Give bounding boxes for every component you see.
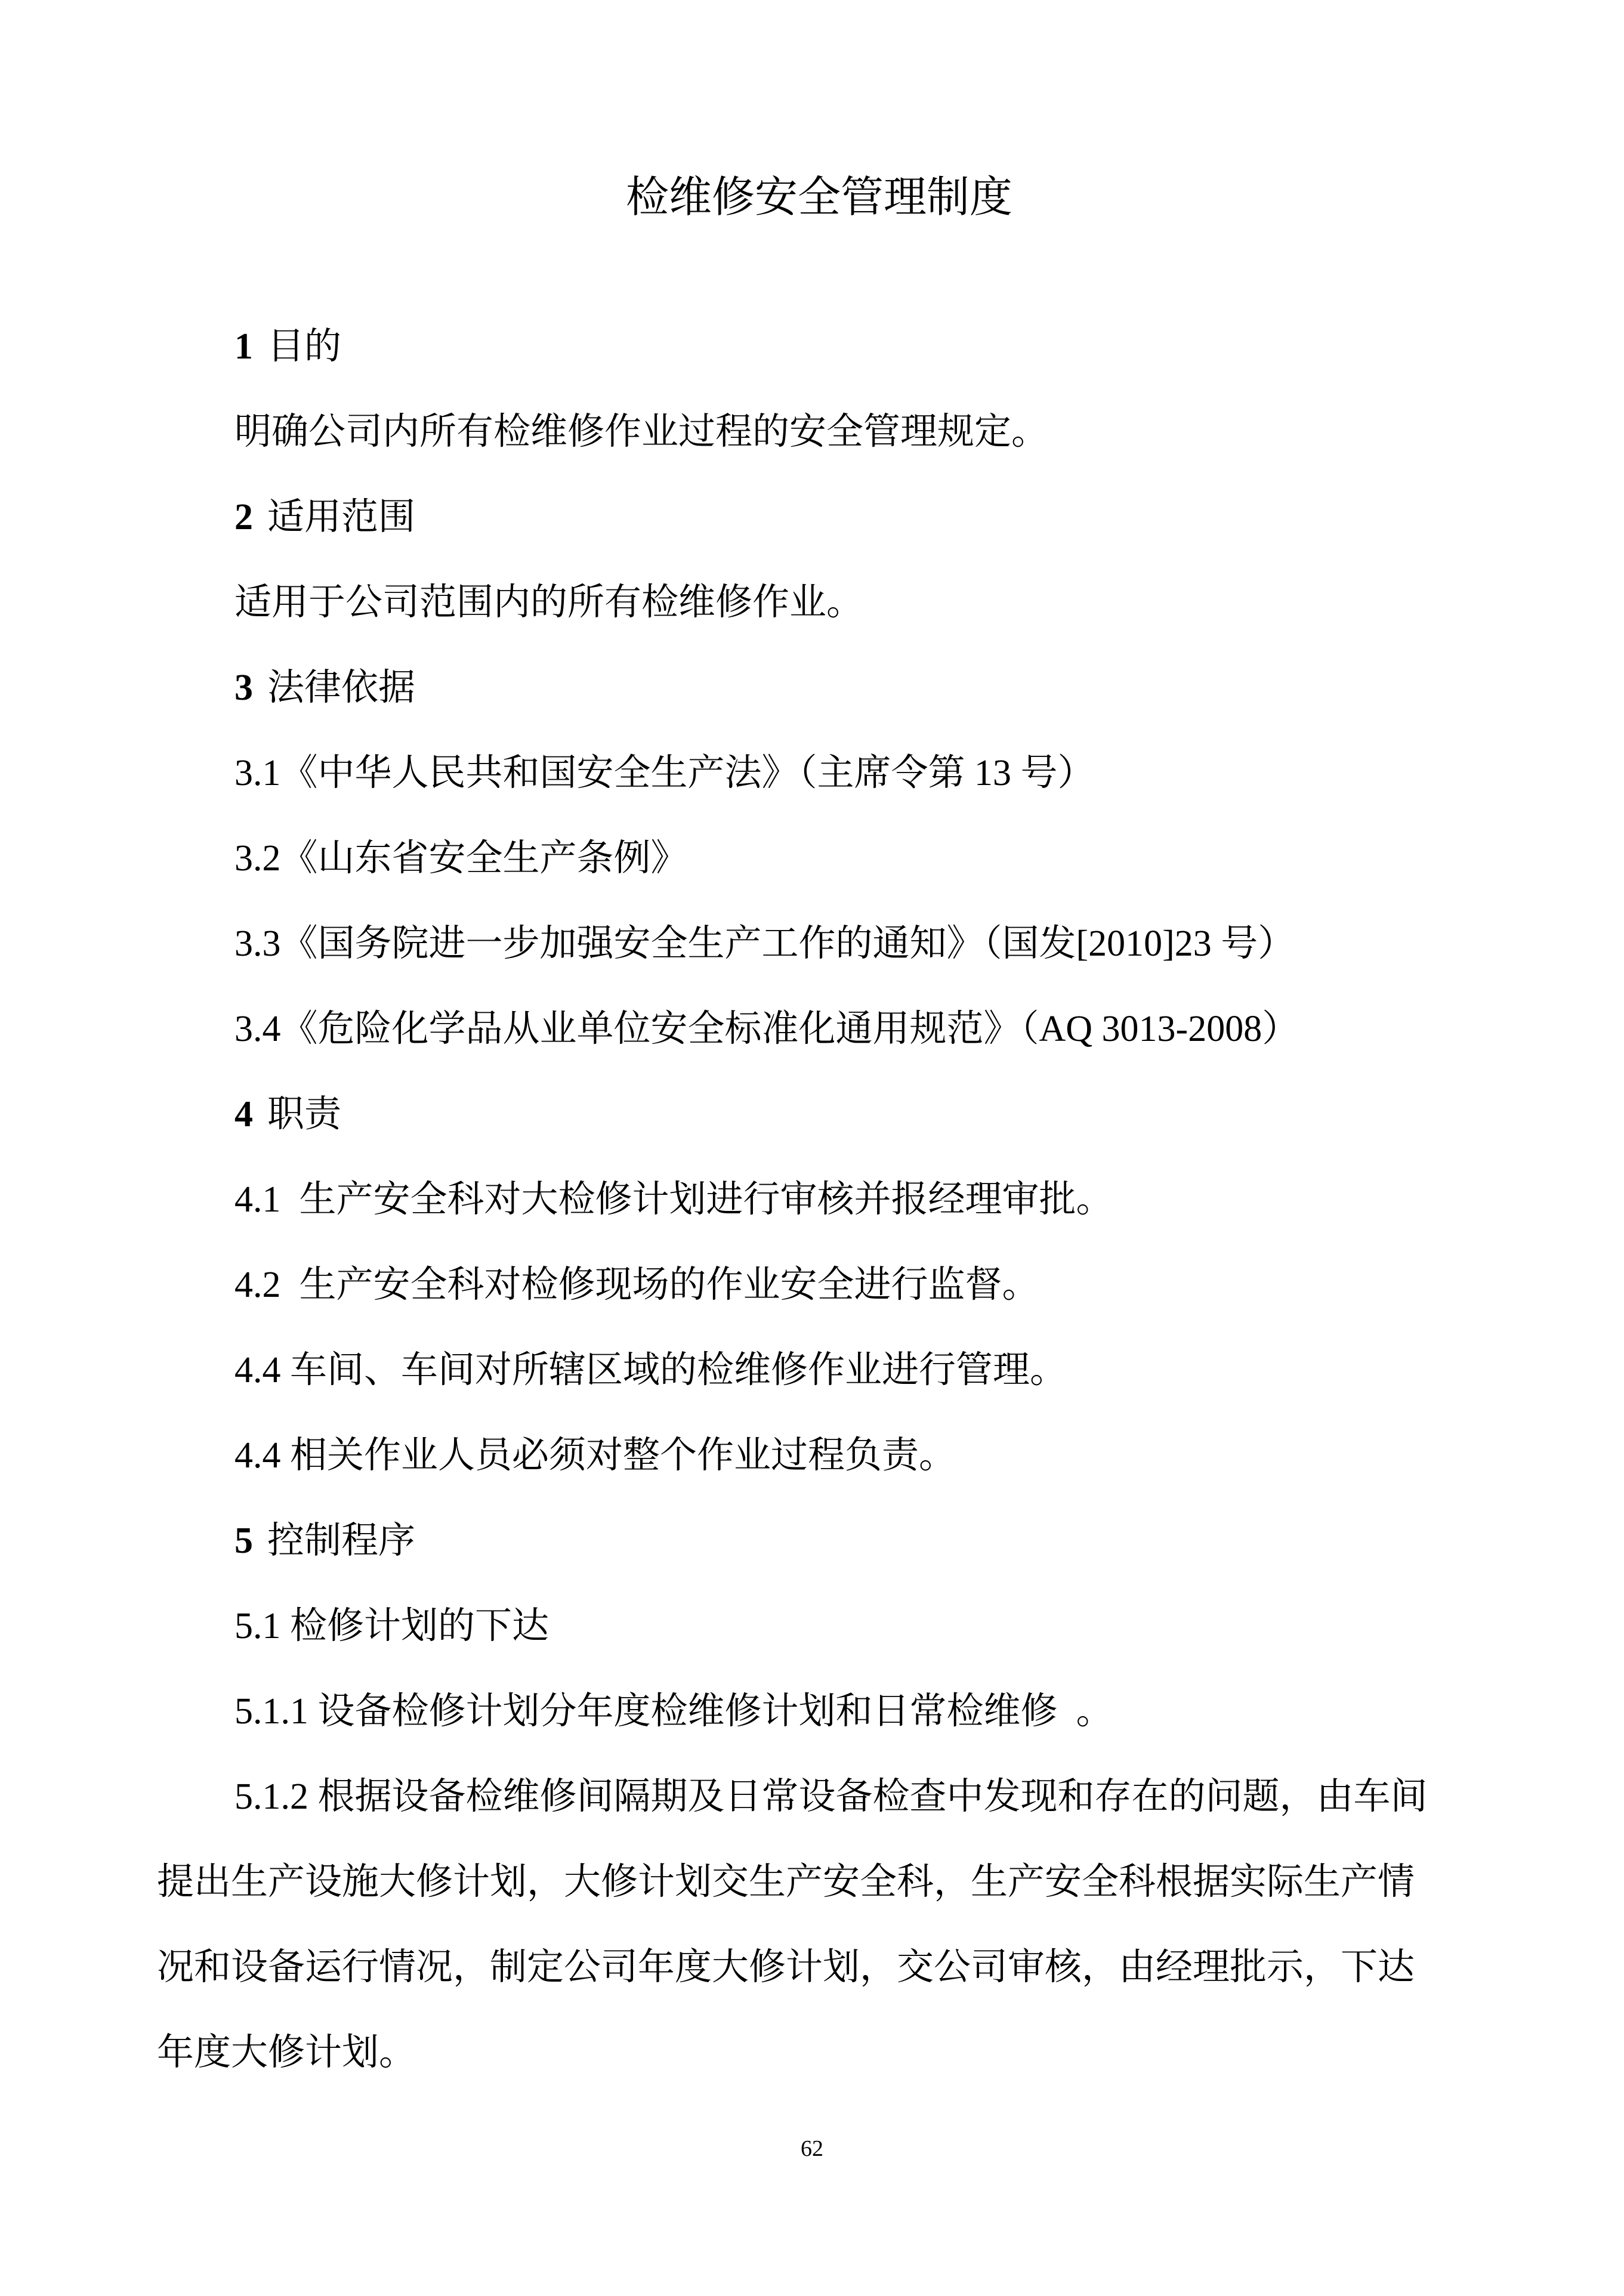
section-number: 2 [234, 497, 253, 537]
section-heading-purpose [157, 304, 1469, 390]
subsection-heading: 5.1 检修计划的下达 [234, 1606, 549, 1646]
section-number: 1 [234, 326, 253, 367]
section-title: 目的 [267, 326, 342, 367]
paragraph-line: 年度大修计划。 [157, 2032, 416, 2073]
legal-basis-item: 3.1《中华人民共和国安全生产法》（主席令第 13 号） [234, 753, 1095, 793]
section-title: 职责 [267, 1094, 342, 1135]
section-heading-responsibilities [157, 1072, 1469, 1157]
responsibility-item: 4.1 生产安全科对大检修计划进行审核并报经理审批。 [234, 1179, 1113, 1220]
section-heading-legal-basis [157, 645, 1469, 731]
section-title: 适用范围 [267, 497, 416, 537]
document-title: 检维修安全管理制度 [625, 174, 1012, 221]
section-text-scope: 适用于公司范围内的所有检维修作业。 [234, 582, 864, 623]
section-title: 法律依据 [267, 668, 416, 708]
section-text-purpose: 明确公司内所有检维修作业过程的安全管理规定。 [234, 412, 1049, 452]
responsibility-item: 4.2 生产安全科对检修现场的作业安全进行监督。 [234, 1265, 1039, 1305]
procedure-item-5-1-2 [157, 1754, 1469, 2096]
section-number: 3 [234, 668, 253, 708]
section-title: 控制程序 [267, 1521, 416, 1561]
procedure-item-5-1-1: 5.1.1 设备检修计划分年度检维修计划和日常检维修 。 [234, 1691, 1113, 1732]
section-heading-control-procedure [157, 1498, 1469, 1584]
document-body [157, 304, 1469, 2096]
legal-basis-item: 3.4《危险化学品从业单位安全标准化通用规范》（AQ 3013-2008） [234, 1009, 1299, 1049]
paragraph-line: 5.1.2 根据设备检维修间隔期及日常设备检查中发现和存在的问题，由车间 [234, 1776, 1428, 1817]
paragraph-line: 提出生产设施大修计划，大修计划交生产安全科，生产安全科根据实际生产情 [157, 1862, 1415, 1902]
section-heading-scope [157, 475, 1469, 560]
legal-basis-item: 3.2《山东省安全生产条例》 [234, 838, 688, 879]
responsibility-item: 4.4 车间、车间对所辖区域的检维修作业进行管理。 [234, 1350, 1067, 1390]
paragraph-line: 况和设备运行情况，制定公司年度大修计划，交公司审核，由经理批示，下达 [157, 1947, 1415, 1988]
legal-basis-item: 3.3《国务院进一步加强安全生产工作的通知》（国发[2010]23 号） [234, 923, 1295, 964]
page-number: 62 [801, 2136, 823, 2161]
responsibility-item: 4.4 相关作业人员必须对整个作业过程负责。 [234, 1435, 956, 1476]
section-number: 4 [234, 1094, 253, 1135]
section-number: 5 [234, 1521, 253, 1561]
